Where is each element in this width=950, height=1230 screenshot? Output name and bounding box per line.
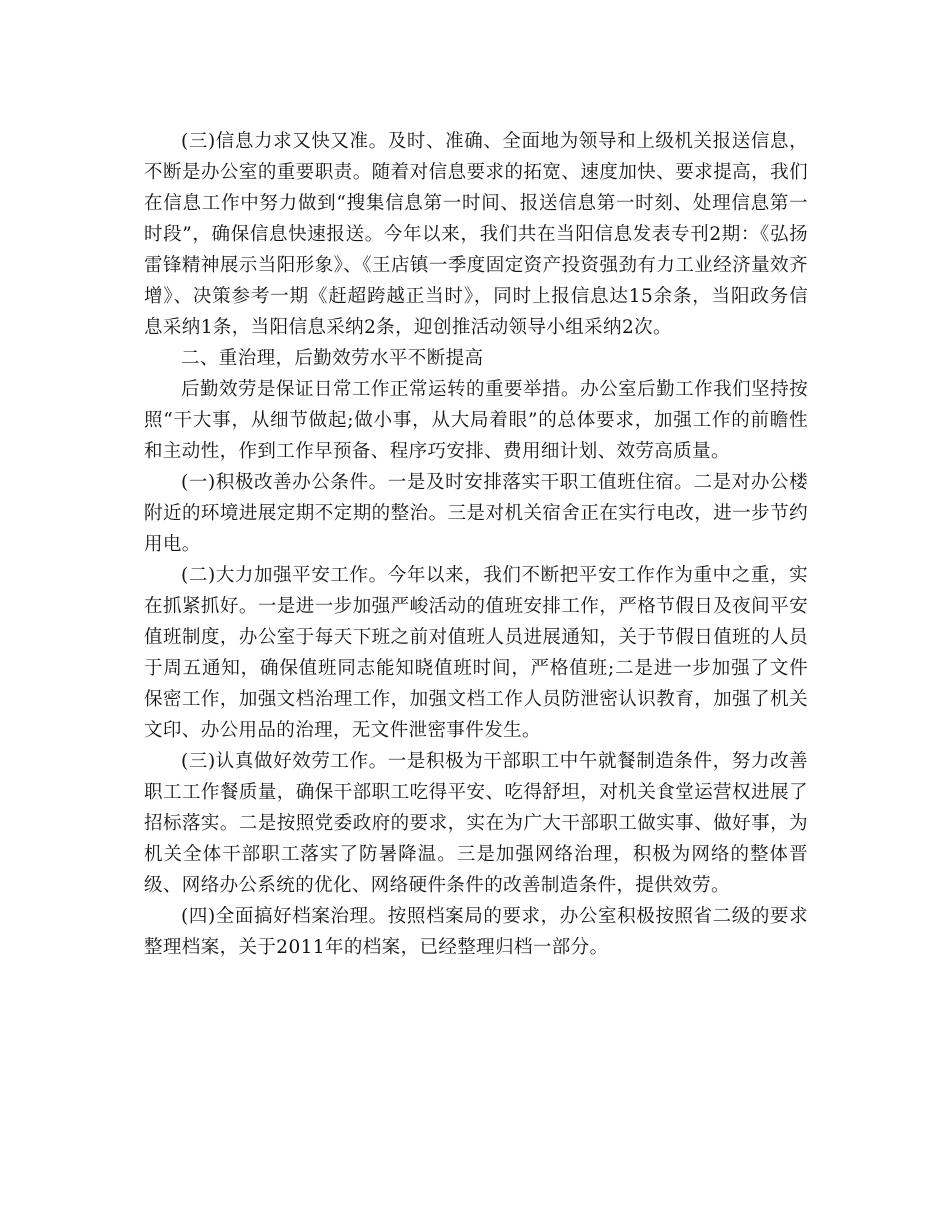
paragraph-logistics-intro: 后勤效劳是保证日常工作正常运转的重要举措。办公室后勤工作我们坚持按照“干大事，从细节做起;做小事，从大局着眼”的总体要求，加强工作的前瞻性和主动性，作到工作早预备、程序巧安排、费用细计划、效劳高质量。 bbox=[144, 379, 808, 462]
document-body bbox=[144, 126, 808, 963]
paragraph-service-work: (三)认真做好效劳工作。一是积极为干部职工中午就餐制造条件，努力改善职工工作餐质量，确保干部职工吃得平安、吃得舒坦，对机关食堂运营权进展了招标落实。二是按照党委政府的要求，实在为广大干部职工做实事、做好事，为机关全体干部职工落实了防暑降温。三是加强网络治理，积极为网络的整体晋级、网络办公系统的优化、网络硬件条件的改善制造条件，提供效劳。 bbox=[144, 751, 808, 896]
section-heading-logistics: 二、重治理，后勤效劳水平不断提高 bbox=[181, 348, 484, 369]
paragraph-safety-work: (二)大力加强平安工作。今年以来，我们不断把平安工作作为重中之重，实在抓紧抓好。一是进一步加强严峻活动的值班安排工作，严格节假日及夜间平安值班制度，办公室于每天下班之前对值班人员进展通知，关于节假日值班的人员于周五通知，确保值班同志能知晓值班时间，严格值班;二是进一步加强了文件保密工作，加强文档治理工作，加强文档工作人员防泄密认识教育，加强了机关文印、办公用品的治理，无文件泄密事件发生。 bbox=[144, 565, 808, 741]
paragraph-info-section: (三)信息力求又快又准。及时、准确、全面地为领导和上级机关报送信息，不断是办公室的重要职责。随着对信息要求的拓宽、速度加快、要求提高，我们在信息工作中努力做到“搜集信息第一时间、报送信息第一时刻、处理信息第一时段”，确保信息快速报送。今年以来，我们共在当阳信息发表专刊2期：《弘扬雷锋精神展示当阳形象》、《王店镇一季度固定资产投资强劲有力工业经济量效齐增》、决策参考一期《赶超跨越正当时》，同时上报信息达15余条，当阳政务信息采纳1条，当阳信息采纳2条，迎创推活动领导小组采纳2次。 bbox=[144, 131, 808, 338]
paragraph-office-conditions: (一)积极改善办公条件。一是及时安排落实干职工值班住宿。二是对办公楼附近的环境进展定期不定期的整治。三是对机关宿舍正在实行电改，进一步节约用电。 bbox=[144, 472, 808, 555]
paragraph-archive-management: (四)全面搞好档案治理。按照档案局的要求，办公室积极按照省二级的要求整理档案，关于2011年的档案，已经整理归档一部分。 bbox=[144, 906, 808, 958]
